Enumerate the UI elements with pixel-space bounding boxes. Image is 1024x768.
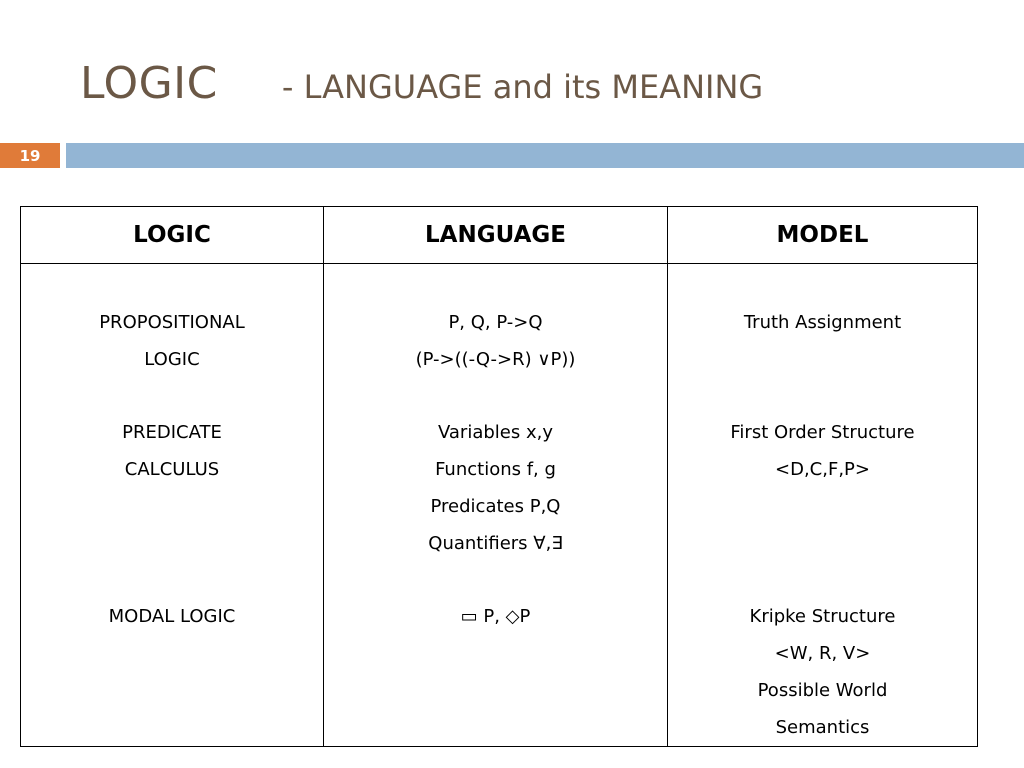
accent-bar (66, 143, 1024, 168)
logic-column (21, 264, 324, 747)
table-header-row (21, 207, 978, 264)
model-propositional-line-1: Truth Assignment (743, 312, 902, 333)
model-column (668, 264, 978, 747)
logic-propositional-line-2: LOGIC (144, 349, 200, 370)
logic-table (20, 206, 978, 747)
language-predicate-line-2: Functions f, g (435, 459, 556, 480)
logic-propositional-line-1: PROPOSITIONAL (99, 312, 245, 333)
language-predicate-line-1: Variables x,y (437, 422, 553, 443)
model-predicate-line-1: First Order Structure (730, 422, 915, 443)
model-modal-line-4: Semantics (775, 717, 870, 738)
language-predicate-line-4: Quantifiers ∀,∃ (428, 533, 563, 554)
title-subtitle: - LANGUAGE and its MEANING (281, 68, 764, 106)
language-column (324, 264, 668, 747)
header-logic: LOGIC (21, 207, 324, 264)
page-number-badge: 19 (0, 143, 60, 168)
model-predicate-line-2: <D,C,F,P> (775, 459, 870, 480)
logic-predicate-line-1: PREDICATE (122, 422, 222, 443)
slide-title (80, 58, 763, 109)
logic-predicate-line-2: CALCULUS (124, 459, 220, 480)
language-predicate-line-3: Predicates P,Q (430, 496, 561, 517)
header-language: LANGUAGE (324, 207, 668, 264)
language-propositional-line-2: (P->((-Q->R) ∨P)) (415, 349, 576, 370)
language-modal-line-1: ▭ P, ◇P (460, 606, 531, 627)
model-modal-line-2: <W, R, V> (774, 643, 871, 664)
logic-modal-line-1: MODAL LOGIC (108, 606, 236, 627)
table-body-row (21, 264, 978, 747)
model-modal-line-1: Kripke Structure (749, 606, 896, 627)
model-modal-line-3: Possible World (757, 680, 888, 701)
title-main: LOGIC (80, 58, 218, 109)
header-model: MODEL (668, 207, 978, 264)
language-propositional-line-1: P, Q, P->Q (448, 312, 543, 333)
